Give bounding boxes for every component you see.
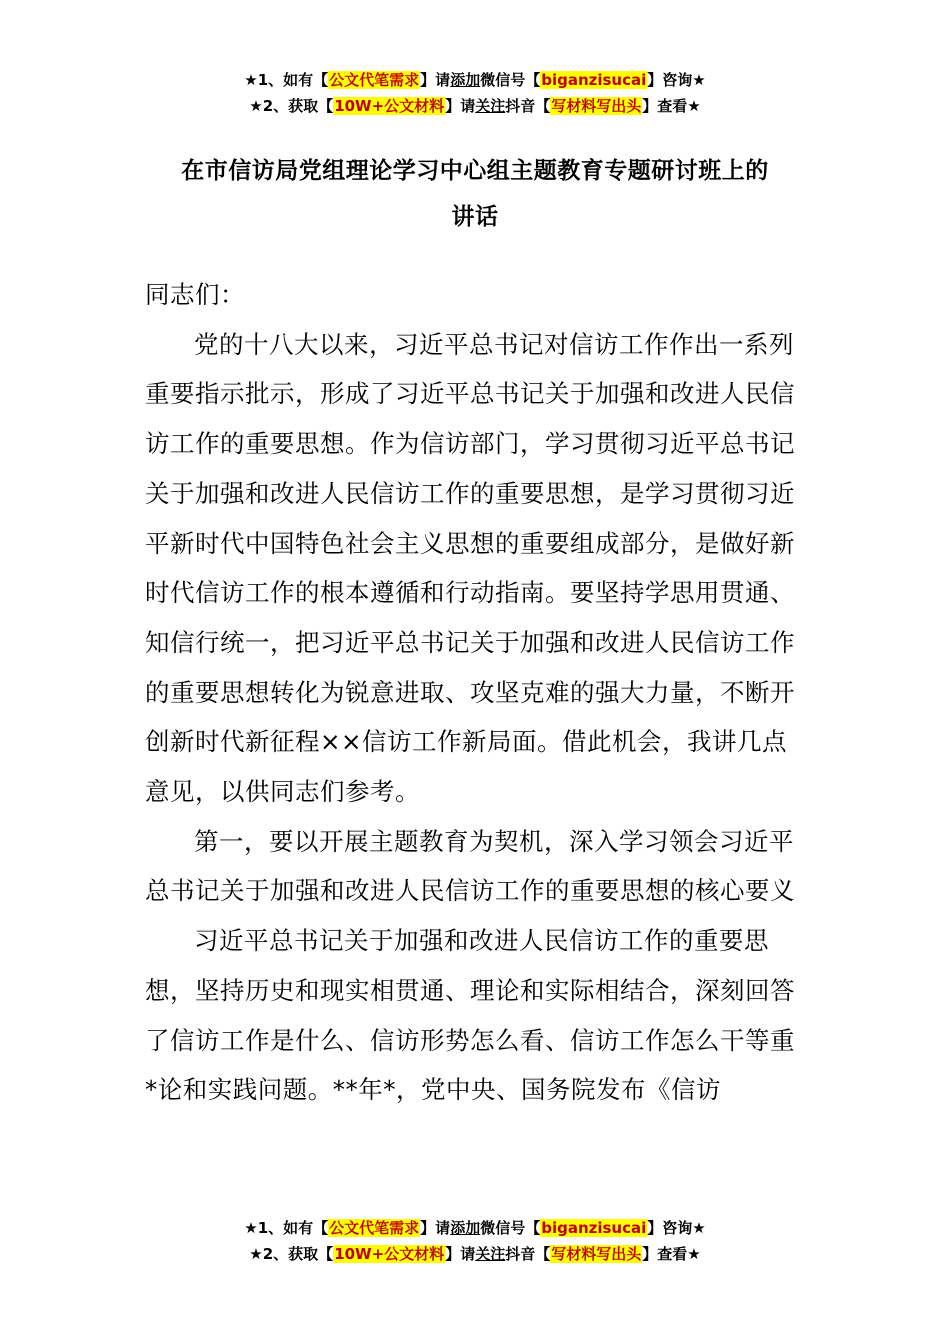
banner-highlight: biganzisucai bbox=[541, 71, 647, 89]
banner-text: ★2、获取【 bbox=[249, 97, 334, 115]
banner-highlight: 公文代笔需求 bbox=[329, 1219, 420, 1237]
footer-banner-line-1 bbox=[0, 1215, 950, 1241]
paragraph-1: 党的十八大以来，习近平总书记对信访工作作出一系列重要指示批示，形成了习近平总书记关于加强和改进人民信访工作的重要思想。作为信访部门，学习贯彻习近平总书记关于加强和改进人民信访工作的重要思想，是学习贯彻习近平新时代中国特色社会主义思想的重要组成部分，是做好新时代信访工作的根本遵循和行动指南。要坚持学思用贯通、知信行统一，把习近平总书记关于加强和改进人民信访工作的重要思想转化为锐意进取、攻坚克难的强大力量，不断开创新时代新征程××信访工作新局面。借此机会，我讲几点意见，以供同志们参考。 bbox=[145, 329, 795, 807]
paragraph-2-heading: 第一，要以开展主题教育为契机，深入学习领会习近平总书记关于加强和改进人民信访工作的重要思想的核心要义 bbox=[145, 826, 795, 906]
banner-text: 抖音【 bbox=[505, 97, 551, 115]
banner-highlight: 写材料写出头 bbox=[551, 1245, 642, 1263]
title-line-1: 在市信访局党组理论学习中心组主题教育专题研讨班上的 bbox=[181, 158, 769, 184]
banner-underlined: 关注 bbox=[475, 97, 506, 115]
document-body bbox=[145, 270, 805, 1115]
banner-text: ★2、获取【 bbox=[249, 1245, 334, 1263]
document-title bbox=[145, 148, 805, 240]
banner-highlight: 写材料写出头 bbox=[551, 97, 642, 115]
banner-underlined: 添加 bbox=[450, 1219, 481, 1237]
paragraph-3: 习近平总书记关于加强和改进人民信访工作的重要思想，坚持历史和现实相贯通、理论和实际相结合，深刻回答了信访工作是什么、信访形势怎么看、信访工作怎么干等重*论和实践问题。**年*，党中央、国务院发布《信访 bbox=[145, 926, 795, 1105]
footer-banner-line-2 bbox=[0, 1241, 950, 1267]
salutation: 同志们： bbox=[145, 280, 245, 309]
banner-text: 】请 bbox=[420, 71, 451, 89]
banner-highlight: biganzisucai bbox=[541, 1219, 647, 1237]
footer-banner bbox=[0, 1215, 950, 1267]
banner-underlined: 添加 bbox=[450, 71, 481, 89]
banner-text: 】咨询★ bbox=[647, 1219, 706, 1237]
banner-text: 】请 bbox=[445, 1245, 476, 1263]
banner-text: 微信号【 bbox=[480, 71, 541, 89]
banner-highlight: 10W+公文材料 bbox=[334, 97, 445, 115]
banner-text: 】查看★ bbox=[642, 97, 701, 115]
banner-text: ★1、如有【 bbox=[244, 1219, 329, 1237]
title-line-2: 讲话 bbox=[451, 204, 499, 230]
banner-text: 微信号【 bbox=[480, 1219, 541, 1237]
banner-underlined: 关注 bbox=[475, 1245, 506, 1263]
header-banner-line-1 bbox=[0, 67, 950, 93]
banner-text: 】查看★ bbox=[642, 1245, 701, 1263]
header-banner bbox=[0, 67, 950, 119]
banner-highlight: 公文代笔需求 bbox=[329, 71, 420, 89]
header-banner-line-2 bbox=[0, 93, 950, 119]
banner-text: 抖音【 bbox=[505, 1245, 551, 1263]
banner-text: 】请 bbox=[420, 1219, 451, 1237]
banner-text: 】请 bbox=[445, 97, 476, 115]
banner-text: ★1、如有【 bbox=[244, 71, 329, 89]
banner-highlight: 10W+公文材料 bbox=[334, 1245, 445, 1263]
banner-text: 】咨询★ bbox=[647, 71, 706, 89]
